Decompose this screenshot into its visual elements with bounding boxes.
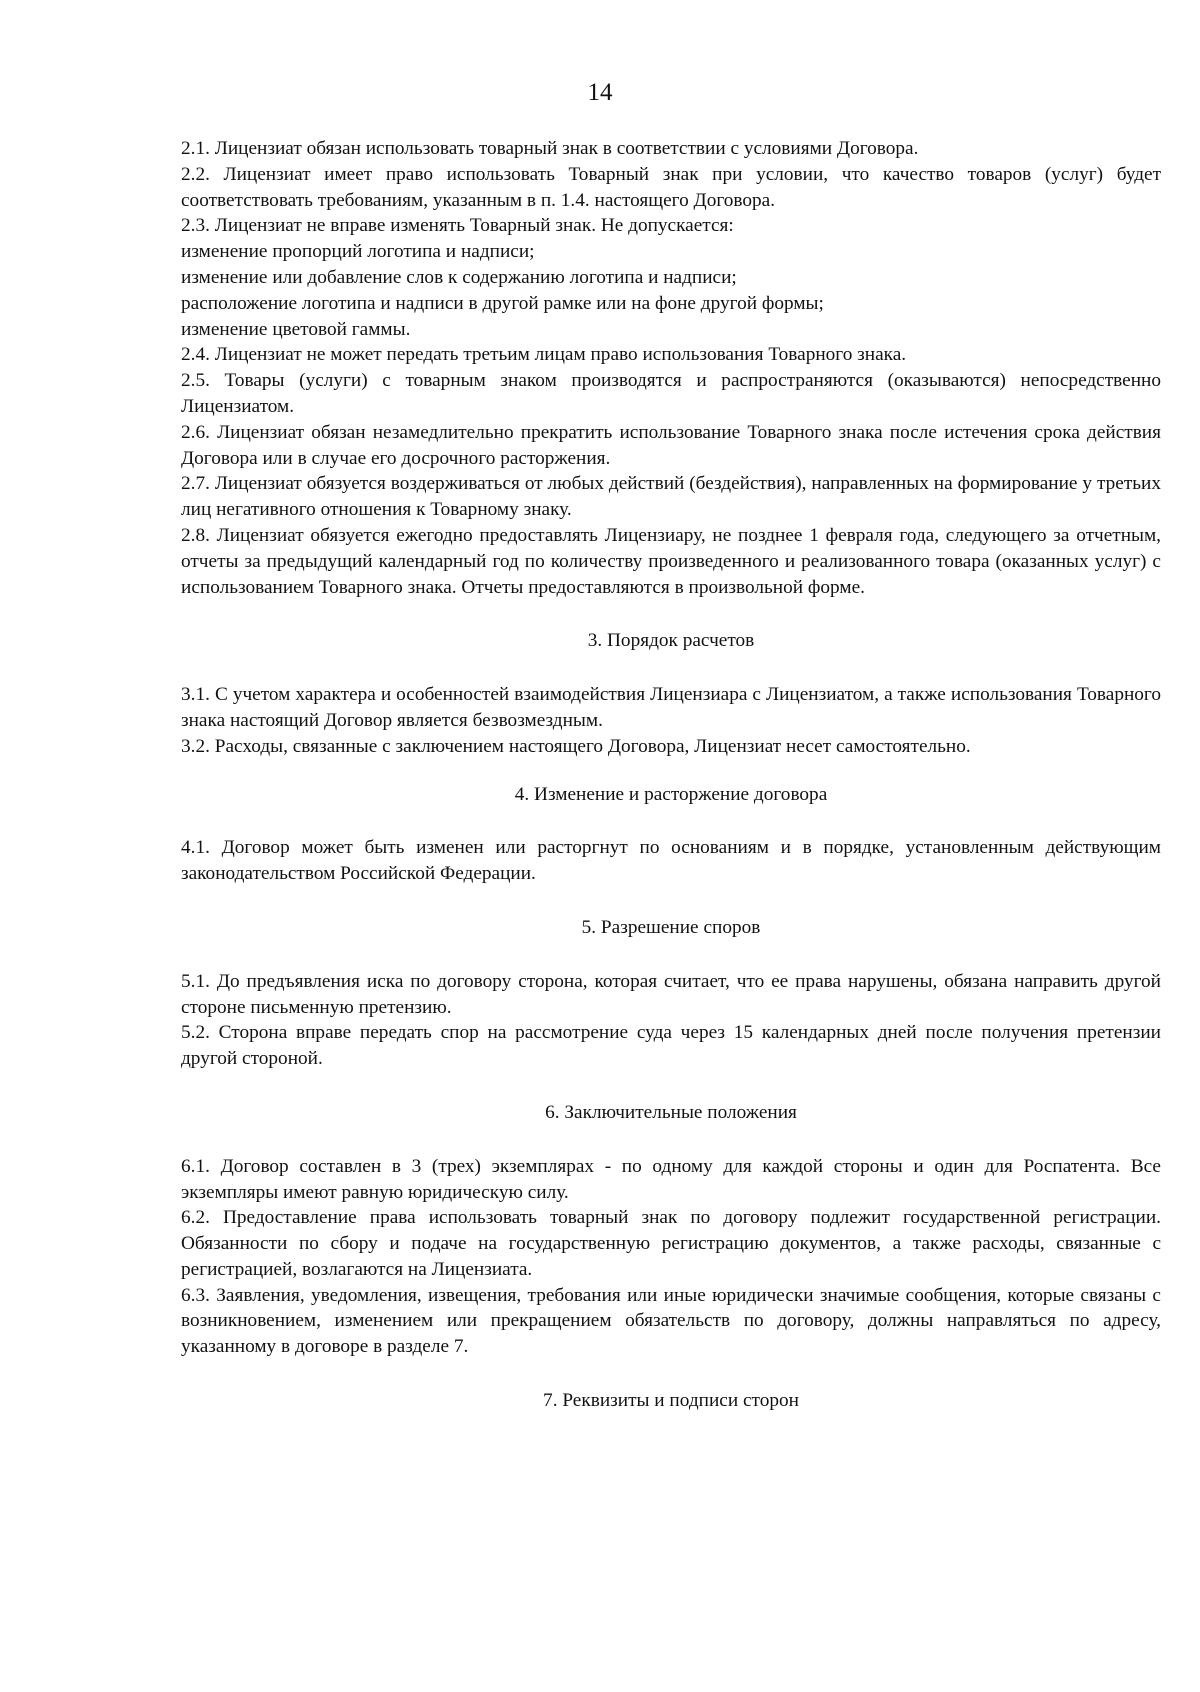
paragraph-2-3: 2.3. Лицензиат не вправе изменять Товарный знак. Не допускается: (181, 215, 734, 237)
list-item-2-3-b: изменение или добавление слов к содержанию логотипа и надписи; (181, 266, 737, 288)
list-item-2-3-a: изменение пропорций логотипа и надписи; (181, 241, 535, 263)
paragraph-3-2: 3.2. Расходы, связанные с заключением настоящего Договора, Лицензиат несет самостоятельно. (181, 735, 971, 757)
paragraph-2-5: 2.5. Товары (услуги) с товарным знаком производятся и распространяются (оказываются) непосредственно Лицензиатом. (181, 370, 1161, 417)
paragraph-5-2: 5.2. Сторона вправе передать спор на рассмотрение суда через 15 календарных дней после получения претензии другой стороной. (181, 1022, 1161, 1070)
page-number: 14 (587, 79, 613, 106)
section-5-title: 5. Разрешение споров (581, 916, 761, 938)
document-body (181, 136, 1161, 1414)
paragraph-6-3: 6.3. Заявления, уведомления, извещения, требования или иные юридически значимые сообщения, которые связаны с возникновением, изменением или прекращением обязательств по договору, должны направляться по адресу, указанному в договоре в разделе 7. (181, 1284, 1161, 1358)
paragraph-6-1: 6.1. Договор составлен в 3 (трех) экземплярах - по одному для каждой стороны и один для Роспатента. Все экземпляры имеют равную юридическую силу. (181, 1155, 1161, 1203)
paragraph-2-6: 2.6. Лицензиат обязан незамедлительно прекратить использование Товарного знака после истечения срока действия Договора или в случае его досрочного расторжения. (181, 421, 1161, 469)
section-6-title: 6. Заключительные положения (545, 1101, 797, 1123)
list-item-2-3-c: расположение логотипа и надписи в другой рамке или на фоне другой формы; (181, 292, 824, 314)
list-item-2-3-d: изменение цветовой гаммы. (181, 318, 411, 340)
paragraph-2-1: 2.1. Лицензиат обязан использовать товарный знак в соответствии с условиями Договора. (181, 138, 919, 159)
paragraph-2-8: 2.8. Лицензиат обязуется ежегодно предоставлять Лицензиару, не позднее 1 февраля года, следующего за отчетным, отчеты за предыдущий календарный год по количеству произведенного и реализованного товара (оказанных услуг) с использованием Товарного знака. Отчеты предоставляются в произвольной форме. (181, 524, 1161, 598)
paragraph-4-1: 4.1. Договор может быть изменен или расторгнут по основаниям и в порядке, установленным действующим законодательством Российской Федерации. (181, 837, 1161, 885)
paragraph-2-2: 2.2. Лицензиат имеет право использовать Товарный знак при условии, что качество товаров (услуг) будет соответствовать требованиям, указанным в п. 1.4. настоящего Договора. (181, 163, 1161, 211)
paragraph-2-4: 2.4. Лицензиат не может передать третьим лицам право использования Товарного знака. (181, 344, 907, 366)
section-4-title: 4. Изменение и расторжение договора (514, 783, 828, 805)
section-3-title: 3. Порядок расчетов (587, 630, 755, 652)
paragraph-5-1: 5.1. До предъявления иска по договору сторона, которая считает, что ее права нарушены, обязана направить другой стороне письменную претензию. (181, 970, 1161, 1018)
section-7-title: 7. Реквизиты и подписи сторон (543, 1390, 799, 1412)
paragraph-6-2: 6.2. Предоставление права использовать товарный знак по договору подлежит государственной регистрации. Обязанности по сбору и подаче на государственную регистрацию документов, а также расходы, связанные с регистрацией, возлагаются на Лицензиата. (181, 1207, 1161, 1280)
paragraph-3-1: 3.1. С учетом характера и особенностей взаимодействия Лицензиара с Лицензиатом, а также использования Товарного знака настоящий Договор является безвозмездным. (181, 684, 1161, 731)
paragraph-2-7: 2.7. Лицензиат обязуется воздерживаться от любых действий (бездействия), направленных на формирование у третьих лиц негативного отношения к Товарному знаку. (181, 473, 1161, 521)
